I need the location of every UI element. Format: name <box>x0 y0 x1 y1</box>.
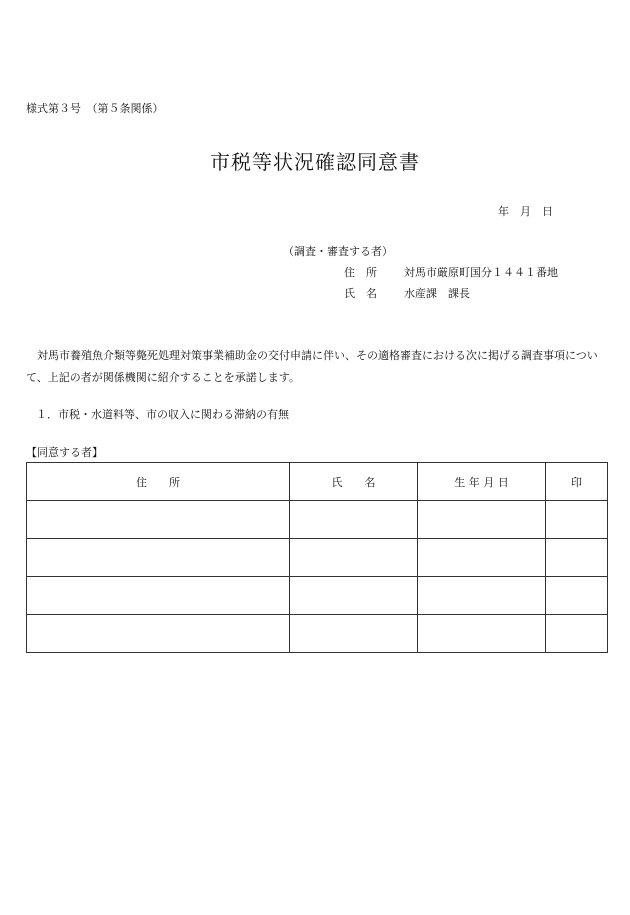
cell-address[interactable] <box>27 615 290 653</box>
address-value: 対馬市厳原町国分１４４１番地 <box>404 266 558 279</box>
cell-name[interactable] <box>290 539 418 577</box>
body-paragraph: 対馬市養殖魚介類等斃死処理対策事業補助金の交付申請に伴い、その適格審査における次に掲げる調査事項について、上記の者が関係機関に紹介することを承諾します。 <box>26 349 598 384</box>
table-row <box>27 539 608 577</box>
cell-birthdate[interactable] <box>418 615 546 653</box>
cell-birthdate[interactable] <box>418 539 546 577</box>
header-birthdate: 生 年 月 日 <box>418 463 546 501</box>
table-row <box>27 615 608 653</box>
name-value: 水産課 課長 <box>404 287 470 300</box>
name-label: 氏 名 <box>344 287 377 300</box>
date-line: 年 月 日 <box>498 205 553 218</box>
cell-seal[interactable] <box>546 577 608 615</box>
document-title: 市税等状況確認同意書 <box>210 150 420 174</box>
consent-heading: 【同意する者】 <box>26 446 103 459</box>
cell-seal[interactable] <box>546 539 608 577</box>
cell-address[interactable] <box>27 501 290 539</box>
consent-table <box>26 462 608 653</box>
cell-seal[interactable] <box>546 501 608 539</box>
cell-address[interactable] <box>27 539 290 577</box>
cell-name[interactable] <box>290 577 418 615</box>
cell-name[interactable] <box>290 615 418 653</box>
cell-birthdate[interactable] <box>418 501 546 539</box>
table-row <box>27 501 608 539</box>
address-label: 住 所 <box>344 266 377 279</box>
form-number: 様式第３号 （第５条関係） <box>26 102 164 115</box>
table-row <box>27 577 608 615</box>
cell-birthdate[interactable] <box>418 577 546 615</box>
header-address: 住 所 <box>27 463 290 501</box>
table-header-row <box>27 463 608 501</box>
header-seal: 印 <box>546 463 608 501</box>
investigation-item-1: １．市税・水道料等、市の収入に関わる滞納の有無 <box>36 408 289 421</box>
cell-address[interactable] <box>27 577 290 615</box>
header-name: 氏 名 <box>290 463 418 501</box>
cell-name[interactable] <box>290 501 418 539</box>
investigator-heading: （調査・審査する者） <box>283 245 393 258</box>
cell-seal[interactable] <box>546 615 608 653</box>
